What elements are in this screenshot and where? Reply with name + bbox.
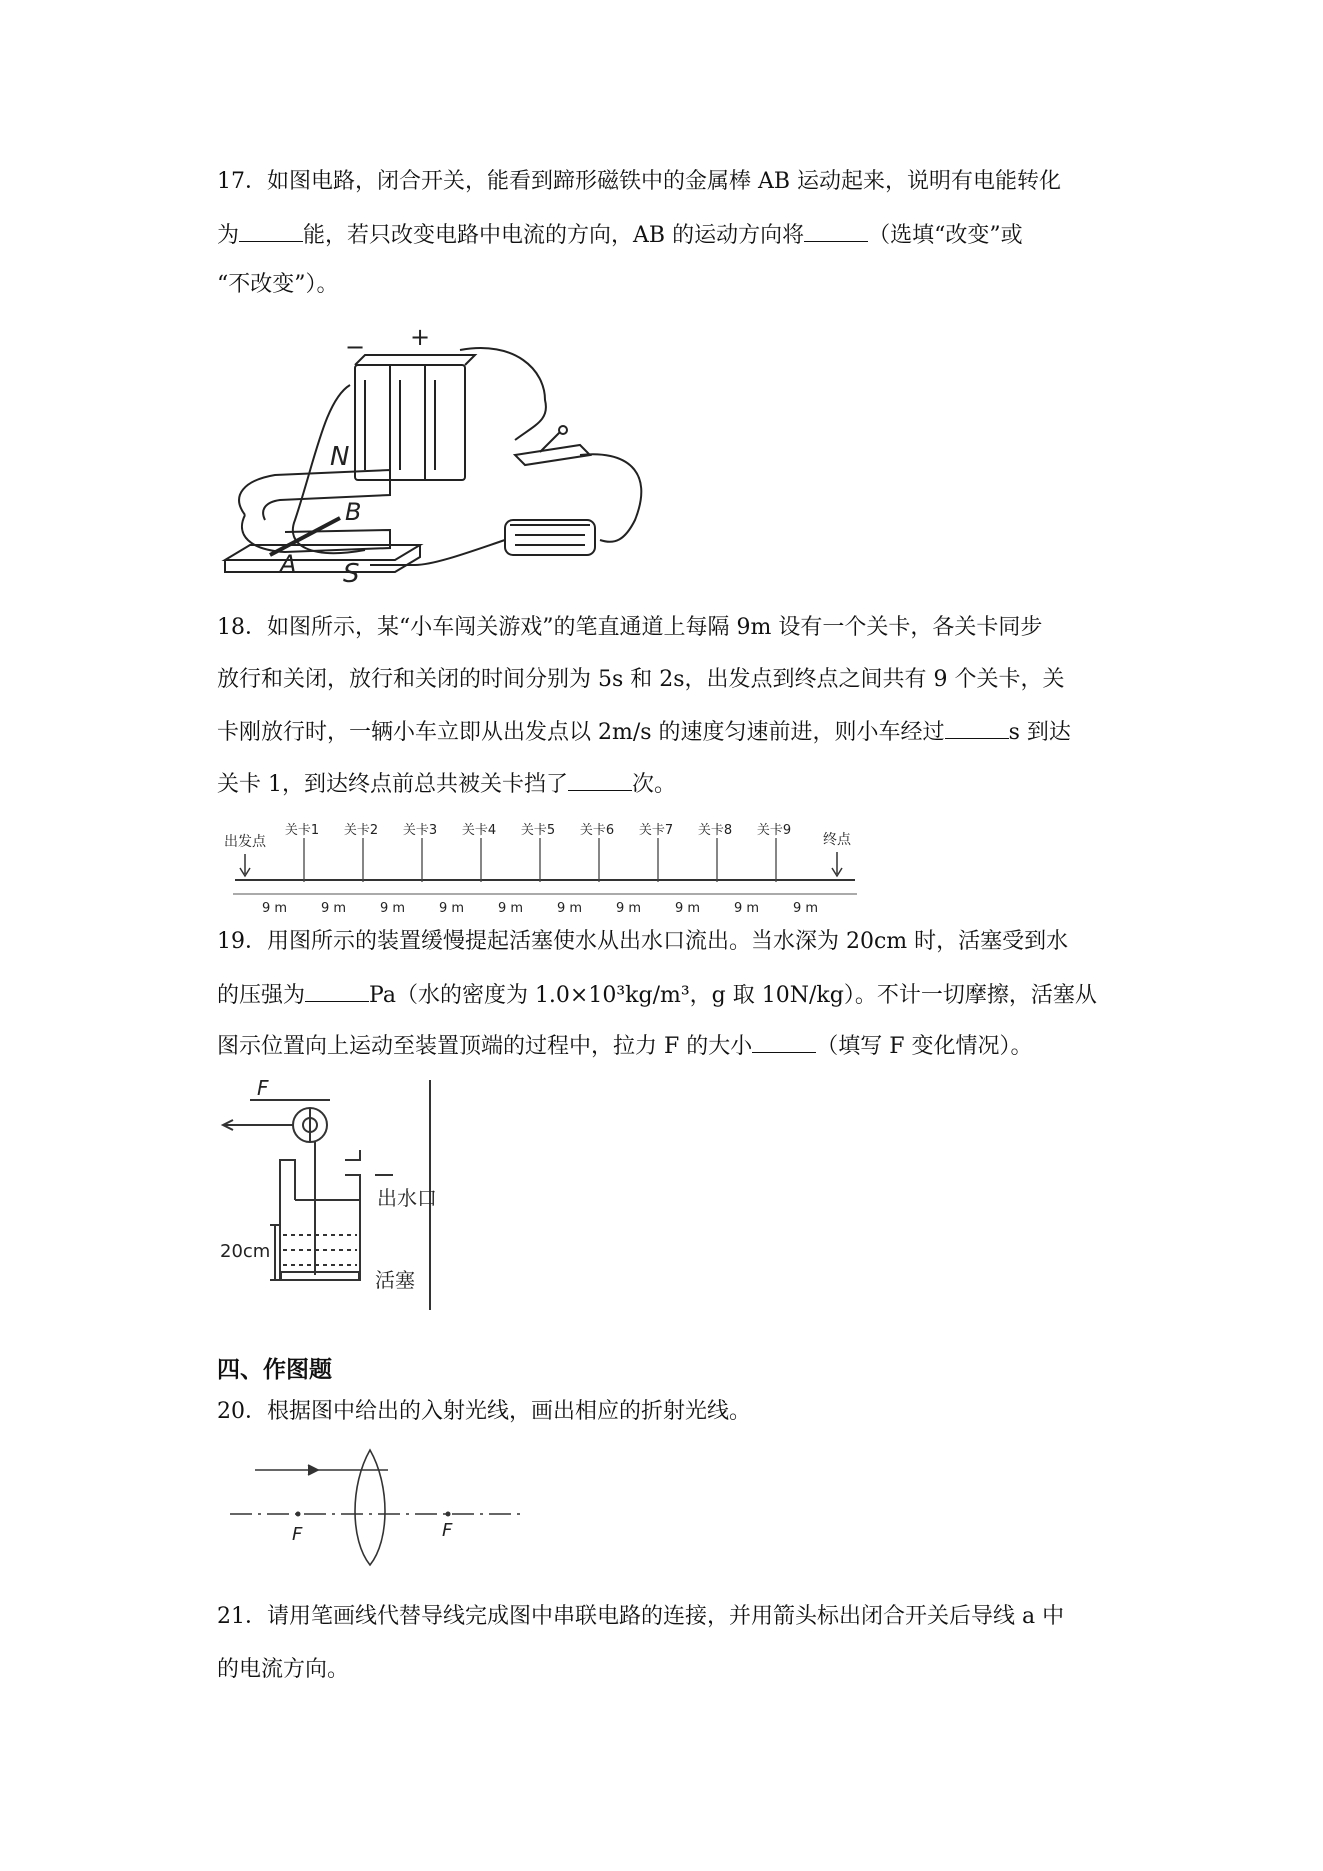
q17-blank-2[interactable] xyxy=(804,219,868,242)
q19-line3 xyxy=(217,1030,1033,1062)
q18-line3 xyxy=(217,716,1071,748)
q18-track-figure xyxy=(215,812,875,922)
q20-f-right-label: F xyxy=(442,1520,453,1541)
q17-line1: 17．如图电路，闭合开关，能看到蹄形磁铁中的金属棒 AB 运动起来，说明有电能转化 xyxy=(217,169,1062,194)
q19-depth-label: 20cm xyxy=(220,1241,271,1262)
q19-line3-part-b: （填写 F 变化情况）。 xyxy=(816,1034,1033,1059)
q19-line2 xyxy=(217,979,1097,1011)
q21-line1: 21．请用笔画线代替导线完成图中串联电路的连接，并用箭头标出闭合开关后导线 a 中 xyxy=(217,1604,1065,1629)
q18-segment-label: 9 m xyxy=(556,901,583,916)
q21-line2: 的电流方向。 xyxy=(217,1657,350,1682)
section-4-title: 四、作图题 xyxy=(217,1357,332,1383)
q17-line2-part-a: 为 xyxy=(217,223,240,248)
q18-line3-part-b: s 到达 xyxy=(1008,720,1071,745)
q19-blank-2[interactable] xyxy=(752,1030,816,1053)
q18-end-label: 终点 xyxy=(823,832,851,848)
q18-segment-label: 9 m xyxy=(261,901,288,916)
q18-segment-label: 9 m xyxy=(438,901,465,916)
q18-line4-part-b: 次。 xyxy=(632,772,677,797)
q18-line4-part-a: 关卡 1，到达终点前总共被关卡挡了 xyxy=(217,772,568,797)
q17-n-label: N xyxy=(330,442,350,472)
q18-segment-label: 9 m xyxy=(497,901,524,916)
q17-line2-part-c: （选填“改变”或 xyxy=(868,223,1023,248)
q18-gate-label: 关卡9 xyxy=(756,823,792,838)
q20-lens-figure xyxy=(220,1440,540,1570)
q18-segment-label: 9 m xyxy=(792,901,819,916)
q18-blank-1[interactable] xyxy=(945,716,1009,739)
q17-line2 xyxy=(217,219,1023,251)
q18-blank-2[interactable] xyxy=(568,768,632,791)
q18-gate-label: 关卡1 xyxy=(284,823,320,838)
q18-segment-label: 9 m xyxy=(379,901,406,916)
q18-gate-label: 关卡6 xyxy=(579,823,615,838)
q17-b-label: B xyxy=(345,498,362,526)
q18-gate-label: 关卡7 xyxy=(638,823,674,838)
q18-segment-label: 9 m xyxy=(733,901,760,916)
q18-gate-label: 关卡4 xyxy=(461,823,497,838)
q18-segment-label: 9 m xyxy=(320,901,347,916)
q17-line2-part-b: 能，若只改变电路中电流的方向，AB 的运动方向将 xyxy=(303,223,805,248)
q18-line1: 18．如图所示，某“小车闯关游戏”的笔直通道上每隔 9m 设有一个关卡，各关卡同步 xyxy=(217,615,1043,640)
q20-text: 20．根据图中给出的入射光线，画出相应的折射光线。 xyxy=(217,1399,751,1424)
q18-gate-label: 关卡2 xyxy=(343,823,379,838)
q18-segment-label: 9 m xyxy=(674,901,701,916)
q17-line3: “不改变”）。 xyxy=(217,272,339,297)
q18-line4 xyxy=(217,768,676,800)
q18-gate-label: 关卡8 xyxy=(697,823,733,838)
q17-s-label: S xyxy=(343,559,360,589)
q18-line3-part-a: 卡刚放行时，一辆小车立即从出发点以 2m/s 的速度匀速前进，则小车经过 xyxy=(217,720,945,745)
q19-outlet-label: 出水口 xyxy=(377,1186,437,1210)
q18-start-label: 出发点 xyxy=(224,834,266,850)
q19-line3-part-a: 图示位置向上运动至装置顶端的过程中，拉力 F 的大小 xyxy=(217,1034,753,1059)
q18-gate-label: 关卡3 xyxy=(402,823,438,838)
q20-f-left-label: F xyxy=(292,1524,303,1545)
q19-piston-label: 活塞 xyxy=(375,1268,415,1292)
q19-apparatus-figure xyxy=(215,1075,475,1315)
q17-minus-label: − xyxy=(344,333,366,361)
q19-f-label: F xyxy=(257,1076,269,1100)
q18-gate-label: 关卡5 xyxy=(520,823,556,838)
q17-a-label: A xyxy=(280,550,297,578)
q18-line2: 放行和关闭，放行和关闭的时间分别为 5s 和 2s，出发点到终点之间共有 9 个关卡，关 xyxy=(217,667,1065,692)
q19-line2-part-a: 的压强为 xyxy=(217,983,306,1008)
q17-blank-1[interactable] xyxy=(239,219,303,242)
q17-plus-label: + xyxy=(409,323,431,351)
q19-line2-part-b: Pa（水的密度为 1.0×10³kg/m³，g 取 10N/kg）。不计一切摩擦，活塞从 xyxy=(369,983,1097,1008)
q19-line1: 19．用图所示的装置缓慢提起活塞使水从出水口流出。当水深为 20cm 时，活塞受到水 xyxy=(217,929,1069,954)
q18-segment-label: 9 m xyxy=(615,901,642,916)
q17-circuit-figure xyxy=(215,320,695,589)
q19-blank-1[interactable] xyxy=(305,979,369,1002)
